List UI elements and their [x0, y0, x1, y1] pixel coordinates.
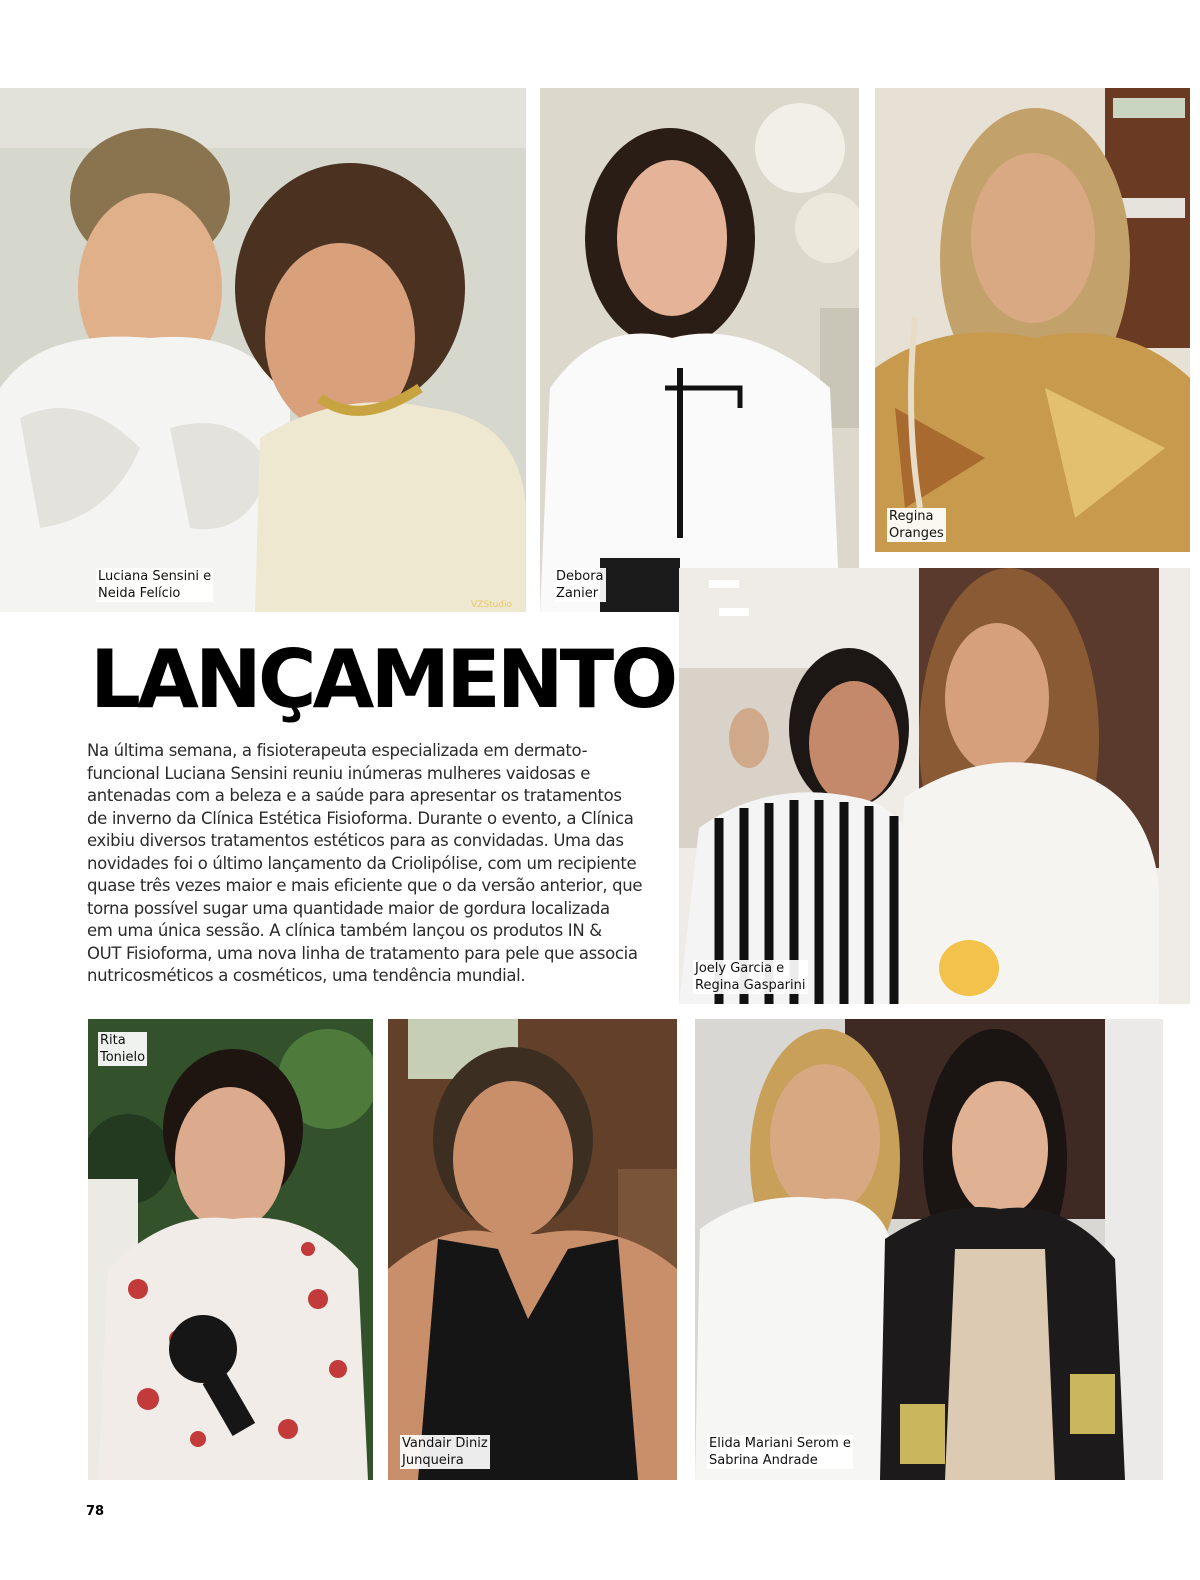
article-body-line: torna possível sugar uma quantidade maior de gordura localizada — [87, 898, 610, 918]
caption-line: Elida Mariani Serom e — [709, 1436, 851, 1451]
caption-line: Regina Gasparini — [695, 978, 806, 993]
photo-credit: VZStudio — [471, 600, 512, 610]
article-body-line: antenadas com a beleza e a saúde para apresentar os tratamentos — [87, 786, 622, 805]
caption-line: Sabrina Andrade — [709, 1453, 818, 1468]
caption-rita — [98, 1032, 147, 1066]
caption-line: Debora — [556, 569, 604, 584]
photo-debora-image — [540, 88, 859, 612]
article-body-line: OUT Fisioforma, uma nova linha de tratamento para pele que associa — [87, 943, 638, 963]
caption-line: Junqueira — [402, 1453, 464, 1468]
photo-luciana-neida — [0, 88, 526, 612]
article-body-line: Na última semana, a fisioterapeuta especializada em dermato- — [87, 741, 588, 760]
page-number: 78 — [86, 1504, 105, 1519]
article-body-line: exibiu diversos tratamentos estéticos para as convidadas. Uma das — [87, 831, 624, 850]
caption-luciana-neida — [96, 568, 213, 602]
caption-line: Tonielo — [100, 1050, 146, 1065]
article-body-line: de inverno da Clínica Estética Fisioforma. Durante o evento, a Clínica — [87, 808, 634, 828]
photo-elida-sabrina — [695, 1019, 1163, 1480]
caption-elida-sabrina — [707, 1435, 853, 1469]
caption-line: Rita — [100, 1033, 126, 1048]
photo-rita — [88, 1019, 373, 1480]
article-headline: LANÇAMENTO — [90, 633, 675, 726]
photo-joely-regina-image — [679, 568, 1190, 1004]
caption-line: Joely Garcia e — [695, 961, 785, 976]
photo-regina-oranges — [875, 88, 1190, 552]
caption-line: Neida Felício — [98, 586, 181, 601]
article-body-line: em uma única sessão. A clínica também lançou os produtos IN & — [87, 921, 602, 940]
photo-vandair-image — [388, 1019, 677, 1480]
article-body-line: funcional Luciana Sensini reuniu inúmeras mulheres vaidosas e — [87, 763, 591, 783]
caption-line: Luciana Sensini e — [98, 569, 212, 584]
caption-vandair — [400, 1435, 490, 1469]
photo-joely-regina — [679, 568, 1190, 1004]
article-body — [87, 740, 667, 988]
caption-joely-regina — [693, 960, 808, 994]
article-body-line: nutricosméticos a cosméticos, uma tendência mundial. — [87, 966, 526, 985]
photo-regina-oranges-image — [875, 88, 1190, 552]
photo-rita-image — [88, 1019, 373, 1480]
caption-line: Zanier — [556, 586, 599, 601]
photo-debora — [540, 88, 859, 612]
caption-line: Regina — [889, 509, 934, 524]
photo-luciana-neida-image — [0, 88, 526, 612]
caption-line: Vandair Diniz — [402, 1436, 488, 1451]
photo-elida-sabrina-image — [695, 1019, 1163, 1480]
caption-line: Oranges — [889, 526, 944, 541]
article-body-line: quase três vezes maior e mais eficiente que o da versão anterior, que — [87, 876, 643, 895]
article-body-line: novidades foi o último lançamento da Criolipólise, com um recipiente — [87, 853, 637, 873]
caption-regina-oranges — [887, 508, 946, 542]
caption-debora — [554, 568, 606, 602]
photo-vandair — [388, 1019, 677, 1480]
